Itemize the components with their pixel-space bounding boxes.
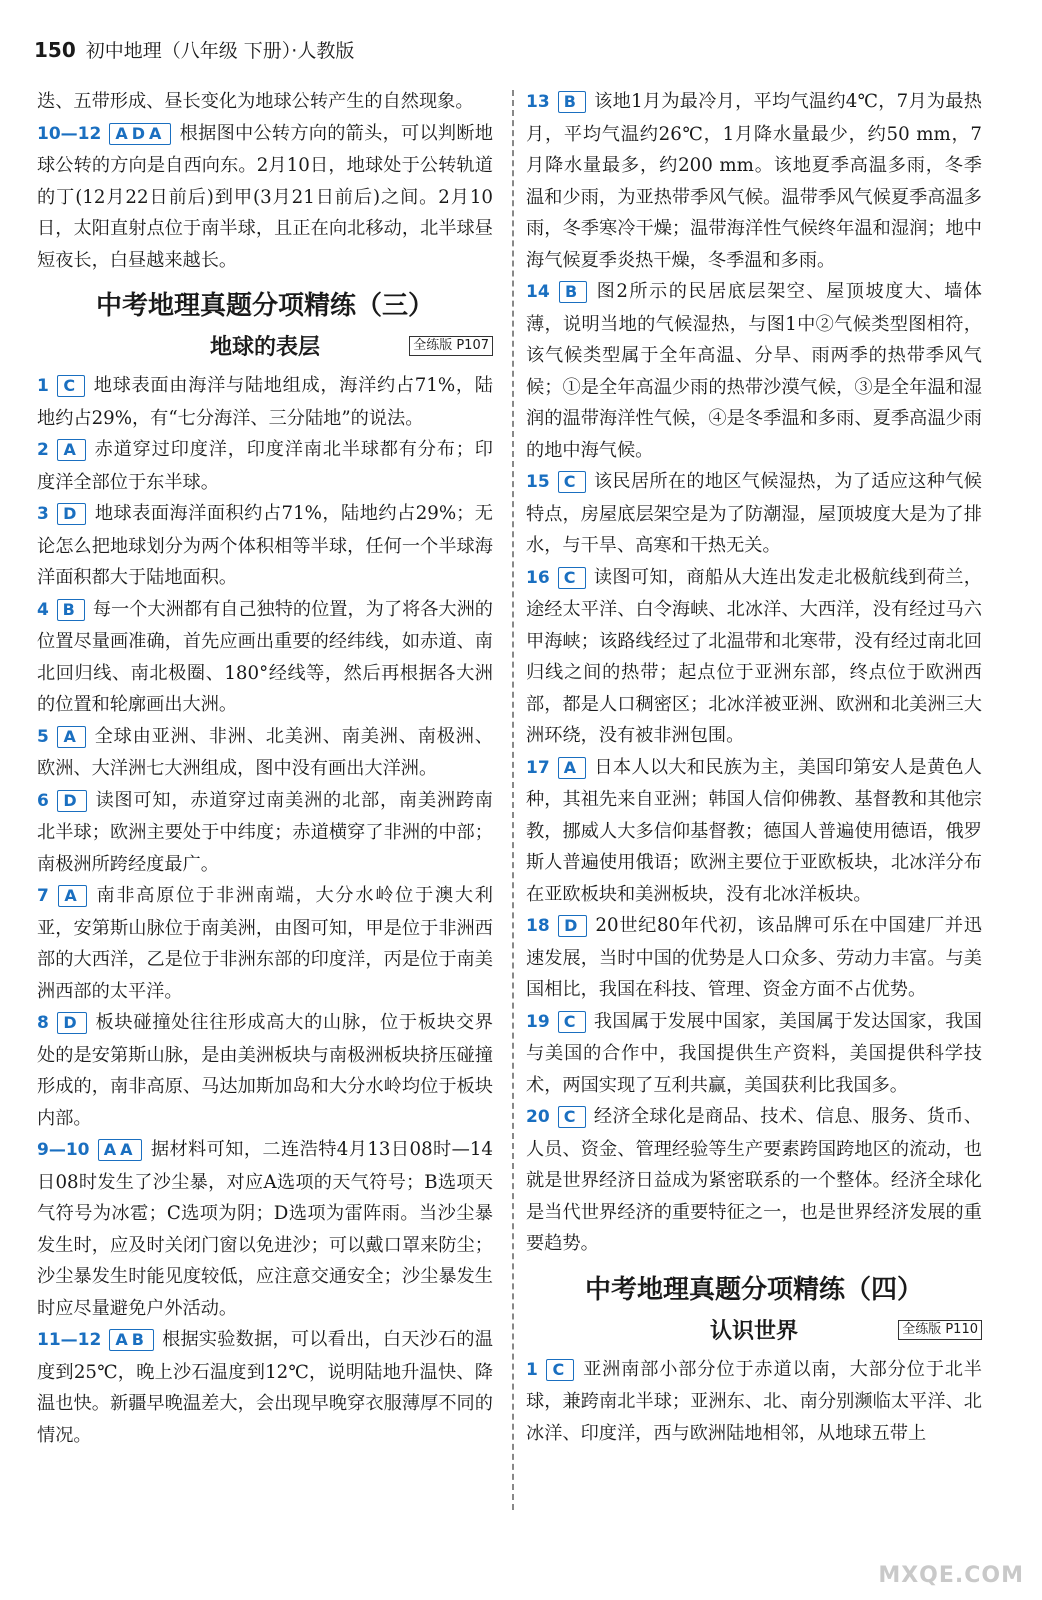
answer-item xyxy=(526,562,982,752)
item-number: 4 xyxy=(37,599,49,620)
answer-item xyxy=(526,1006,982,1102)
answer-item xyxy=(37,880,493,1007)
book-title: 初中地理（八年级 下册）·人教版 xyxy=(85,40,355,62)
right-column xyxy=(526,86,982,1449)
answer-list xyxy=(526,86,982,1260)
item-text: 该地1月为最冷月，平均气温约4℃，7月为最热月，平均气温约26℃，1月降水量最少，约50 mm，7月降水量最多，约200 mm。该地夏季高温多雨，冬季温和少雨，为亚热带季风气候。温带季风气候夏季高温多雨，冬季寒冷干燥；温带海洋性气候终年温和湿润；地中海气候夏季炎热干燥，冬季温和多雨。 xyxy=(526,91,982,271)
item-number: 20 xyxy=(526,1107,550,1127)
section-subtitle: 认识世界 xyxy=(709,1318,798,1344)
item-number: 2 xyxy=(37,440,49,460)
answer-item xyxy=(37,498,493,594)
section-subtitle-row xyxy=(37,330,493,366)
answer-box: A xyxy=(57,726,85,748)
item-number: 10—12 xyxy=(37,123,102,144)
intro-paragraph: 迭、五带形成、昼长变化为地球公转产生的自然现象。 xyxy=(37,91,474,112)
answer-box: D xyxy=(558,915,587,937)
answer-box: A xyxy=(57,439,85,461)
answer-box: B xyxy=(559,281,587,303)
answer-item xyxy=(37,118,493,277)
answer-box: C xyxy=(546,1359,574,1381)
item-number: 6 xyxy=(37,790,49,811)
answer-item xyxy=(37,434,493,498)
item-text: 20世纪80年代初，该品牌可乐在中国建厂并迅速发展，当时中国的优势是人口众多、劳动力丰富。与美国相比，我国在科技、管理、资金方面不占优势。 xyxy=(526,915,982,1000)
item-number: 16 xyxy=(526,567,550,588)
answer-box: B xyxy=(558,91,586,113)
answer-box: AB xyxy=(109,1329,154,1351)
answer-item xyxy=(526,752,982,911)
answer-item xyxy=(37,594,493,721)
answer-box: C xyxy=(558,567,586,589)
item-text: 我国属于发展中国家，美国属于发达国家，我国与美国的合作中，我国提供生产资料，美国提供科学技术，两国实现了互利共赢，美国获利比我国多。 xyxy=(526,1010,982,1096)
answer-box: B xyxy=(57,599,85,621)
answer-item xyxy=(37,1324,493,1451)
item-text: 每一个大洲都有自己独特的位置，为了将各大洲的位置尽量画准确，首先应画出重要的经纬线，如赤道、南北回归线、南北极圈、180°经线等，然后再根据各大洲的位置和轮廓画出大洲。 xyxy=(37,598,493,715)
answer-item xyxy=(526,910,982,1006)
answer-item xyxy=(526,86,982,276)
item-number: 3 xyxy=(37,504,49,524)
answer-item xyxy=(37,370,493,434)
answer-item xyxy=(526,1354,982,1450)
item-text: 据材料可知，二连浩特4月13日08时—14日08时发生了沙尘暴，对应A选项的天气符号；B选项天气符号为冰雹；C选项为阴；D选项为雷阵雨。当沙尘暴发生时，应及时关闭门窗以免进沙；可以戴口罩来防尘；沙尘暴发生时能见度较低，应注意交通安全；沙尘暴发生时应尽量避免户外活动。 xyxy=(37,1139,493,1319)
answer-item xyxy=(37,721,493,785)
item-text: 图2所示的民居底层架空、屋顶坡度大、墙体薄，说明当地的气候湿热，与图1中②气候类型图相符，该气候类型属于全年高温、分旱、雨两季的热带季风气候；①是全年高温少雨的热带沙漠气候，③是全年温和湿润的温带海洋性气候，④是冬季温和多雨、夏季高温少雨的地中海气候。 xyxy=(526,281,982,461)
item-text: 日本人以大和民族为主，美国印第安人是黄色人种，其祖先来自亚洲；韩国人信仰佛教、基督教和其他宗教，挪威人大多信仰基督教；德国人普遍使用德语，俄罗斯人普遍使用俄语；欧洲主要位于亚欧板块，北冰洋分布在亚欧板块和美洲板块，没有北冰洋板块。 xyxy=(526,756,982,905)
item-text: 赤道穿过印度洋，印度洋南北半球都有分布；印度洋全部位于东半球。 xyxy=(37,439,493,493)
answer-box: D xyxy=(57,790,86,812)
answer-item xyxy=(37,1134,493,1324)
item-text: 南非高原位于非洲南端，大分水岭位于澳大利亚，安第斯山脉位于南美洲，由图可知，甲是位于非洲西部的大西洋，乙是位于非洲东部的印度洋，丙是位于南美洲西部的太平洋。 xyxy=(37,885,493,1002)
item-text: 根据实验数据，可以看出，白天沙石的温度到25℃，晚上沙石温度到12℃，说明陆地升温快、降温也快。新疆早晚温差大，会出现早晚穿衣服薄厚不同的情况。 xyxy=(37,1329,493,1446)
answer-box: A xyxy=(58,885,86,907)
answer-box: D xyxy=(57,1012,86,1034)
item-text: 地球表面海洋面积约占71%，陆地约占29%；无论怎么把地球划分为两个体积相等半球，任何一个半球海洋面积都大于陆地面积。 xyxy=(37,503,493,588)
left-column xyxy=(37,86,493,1451)
item-text: 读图可知，赤道穿过南美洲的北部，南美洲跨南北半球；欧洲主要处于中纬度；赤道横穿了非洲的中部；南极洲所跨经度最广。 xyxy=(37,789,493,875)
answer-box: D xyxy=(57,503,86,525)
section-subtitle-row xyxy=(526,1314,982,1350)
section-title: 中考地理真题分项精练（四） xyxy=(584,1274,923,1305)
item-number: 5 xyxy=(37,726,49,747)
watermark-logo: MXQE.COM xyxy=(878,1563,1024,1588)
item-text: 经济全球化是商品、技术、信息、服务、货币、人员、资金、管理经验等生产要素跨国跨地区的流动，也就是世界经济日益成为紧密联系的一个整体。经济全球化是当代世界经济的重要特征之一，也是世界经济发展的重要趋势。 xyxy=(526,1106,982,1254)
answer-box: ADA xyxy=(109,123,171,145)
item-text: 读图可知，商船从大连出发走北极航线到荷兰，途经太平洋、白令海峡、北冰洋、大西洋，没有经过马六甲海峡；该路线经过了北温带和北寒带，没有经过南北回归线之间的热带；起点位于亚洲东部，终点位于欧洲西部，都是人口稠密区；北冰洋被亚洲、欧洲和北美洲三大洲环绕，没有被非洲包围。 xyxy=(526,566,982,746)
answer-box: C xyxy=(558,1011,586,1033)
item-text: 根据图中公转方向的箭头，可以判断地球公转的方向是自西向东。2月10日，地球处于公转轨道的丁(12月22日前后)到甲(3月21日前后)之间。2月10日，太阳直射点位于南半球，且正在向北移动，北半球昼短夜长，白昼越来越长。 xyxy=(37,122,493,271)
answer-box: AA xyxy=(98,1139,143,1161)
answer-item xyxy=(37,785,493,881)
item-number: 1 xyxy=(526,1359,538,1380)
page-header xyxy=(34,36,354,68)
item-text: 亚洲南部小部分位于赤道以南，大部分位于北半球，兼跨南北半球；亚洲东、北、南分别濒临太平洋、北冰洋、印度洋，西与欧洲陆地相邻，从地球五带上 xyxy=(526,1358,982,1444)
item-number: 1 xyxy=(37,376,49,396)
item-number: 7 xyxy=(37,886,49,906)
item-number: 8 xyxy=(37,1013,49,1033)
answer-list xyxy=(37,370,493,1451)
answer-box: C xyxy=(558,471,586,493)
reference-tag: 全练版 P107 xyxy=(409,336,493,356)
item-number: 13 xyxy=(526,92,550,112)
item-number: 15 xyxy=(526,472,550,492)
answer-box: C xyxy=(57,375,85,397)
item-number: 9—10 xyxy=(37,1140,90,1160)
item-text: 地球表面由海洋与陆地组成，海洋约占71%，陆地约占29%，有“七分海洋、三分陆地”的说法。 xyxy=(37,375,493,429)
item-number: 19 xyxy=(526,1011,550,1032)
item-number: 14 xyxy=(526,282,550,302)
item-text: 板块碰撞处往往形成高大的山脉，位于板块交界处的是安第斯山脉，是由美洲板块与南极洲板块挤压碰撞形成的，南非高原、马达加斯加岛和大分水岭均位于板块内部。 xyxy=(37,1012,493,1129)
answer-item xyxy=(37,1007,493,1134)
item-text: 该民居所在的地区气候湿热，为了适应这种气候特点，房屋底层架空是为了防潮湿，屋顶坡度大是为了排水，与干旱、高寒和干热无关。 xyxy=(526,471,982,556)
item-number: 17 xyxy=(526,757,550,778)
answer-item xyxy=(526,466,982,562)
item-number: 11—12 xyxy=(37,1330,102,1350)
column-divider xyxy=(512,90,514,1510)
item-text: 全球由亚洲、非洲、北美洲、南美洲、南极洲、欧洲、大洋洲七大洲组成，图中没有画出大洋洲。 xyxy=(37,725,493,779)
answer-item xyxy=(526,1101,982,1260)
section-title: 中考地理真题分项精练（三） xyxy=(95,291,434,321)
section-subtitle: 地球的表层 xyxy=(209,335,320,360)
item-number: 18 xyxy=(526,916,550,936)
answer-item xyxy=(526,276,982,466)
answer-box: C xyxy=(558,1106,586,1128)
answer-box: A xyxy=(558,757,586,779)
page-number: 150 xyxy=(34,38,76,62)
reference-tag: 全练版 P110 xyxy=(898,1320,982,1340)
